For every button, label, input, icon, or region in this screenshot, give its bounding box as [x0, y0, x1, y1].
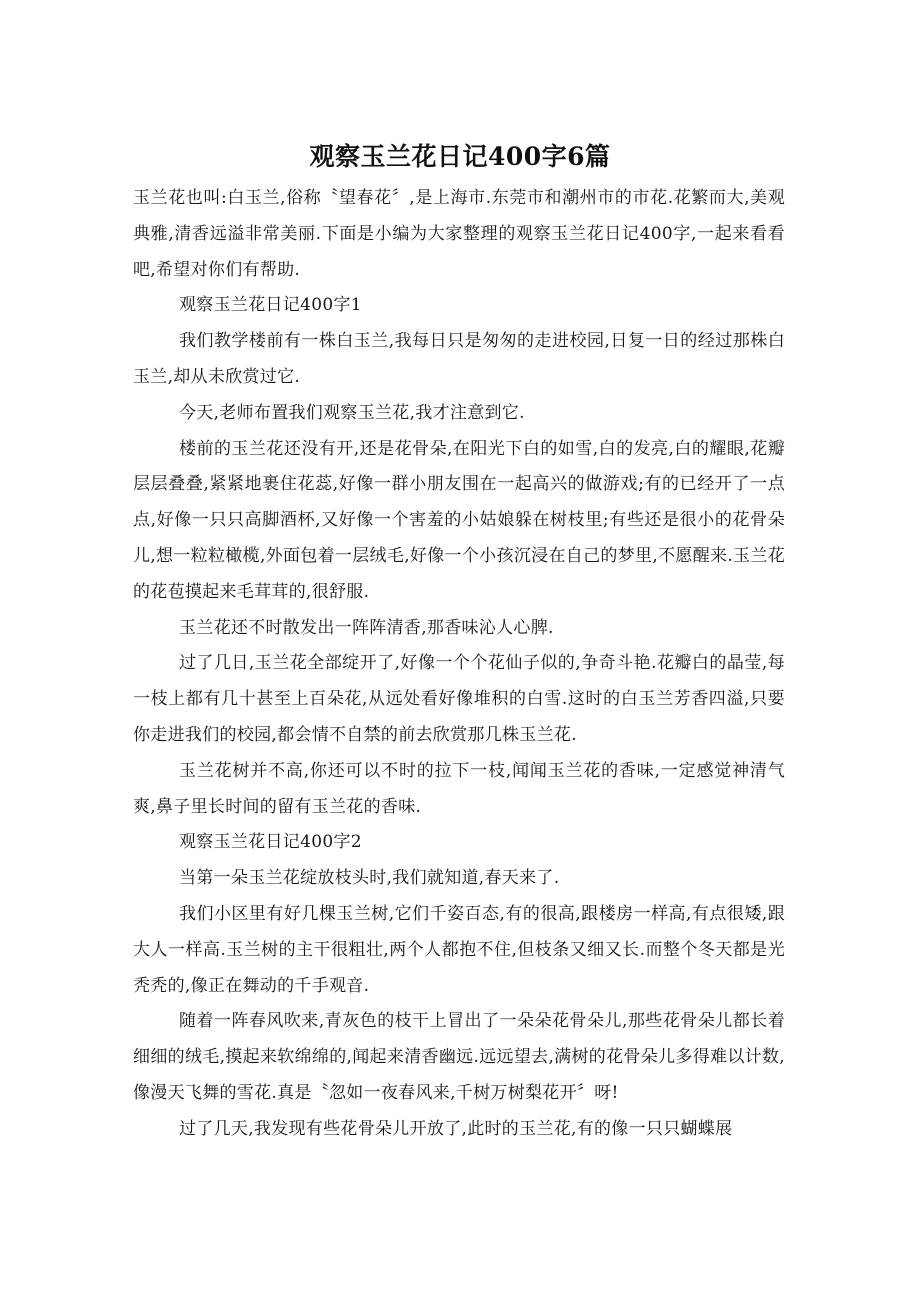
- paragraph: 楼前的玉兰花还没有开,还是花骨朵,在阳光下白的如雪,白的发亮,白的耀眼,花瓣层层叠叠,紧紧地裹住花蕊,好像一群小朋友围在一起高兴的做游戏;有的已经开了一点点,好像一只只高脚酒杯,又好像一个害羞的小姑娘躲在树枝里;有些还是很小的花骨朵儿,想一粒粒橄榄,外面包着一层绒毛,好像一个小孩沉浸在自己的梦里,不愿醒来.玉兰花的花苞摸起来毛茸茸的,很舒服.: [133, 438, 785, 602]
- paragraph: 随着一阵春风吹来,青灰色的枝干上冒出了一朵朵花骨朵儿,那些花骨朵儿都长着细细的绒毛,摸起来软绵绵的,闻起来清香幽远.远远望去,满树的花骨朵儿多得难以计数,像漫天飞舞的雪花.真是〝忽如一夜春风来,千树万树梨花开〞呀!: [133, 1011, 785, 1103]
- document-title: 观察玉兰花日记400字6篇: [309, 142, 611, 171]
- paragraph: 玉兰花树并不高,你还可以不时的拉下一枝,闻闻玉兰花的香味,一定感觉神清气爽,鼻子里长时间的留有玉兰花的香味.: [133, 760, 785, 817]
- paragraph: 过了几日,玉兰花全部绽开了,好像一个个花仙子似的,争奇斗艳.花瓣白的晶莹,每一枝上都有几十甚至上百朵花,从远处看好像堆积的白雪.这时的白玉兰芳香四溢,只要你走进我们的校园,都会情不自禁的前去欣赏那几株玉兰花.: [133, 653, 785, 745]
- paragraph: 今天,老师布置我们观察玉兰花,我才注意到它.: [179, 402, 525, 423]
- paragraph: 过了几天,我发现有些花骨朵儿开放了,此时的玉兰花,有的像一只只蝴蝶展: [179, 1118, 733, 1139]
- paragraph: 当第一朵玉兰花绽放枝头时,我们就知道,春天来了.: [179, 868, 560, 889]
- paragraph: 我们教学楼前有一株白玉兰,我每日只是匆匆的走进校园,日复一日的经过那株白玉兰,却从未欣赏过它.: [133, 331, 785, 387]
- document-body: [133, 181, 785, 1148]
- paragraph: 我们小区里有好几棵玉兰树,它们千姿百态,有的很高,跟楼房一样高,有点很矮,跟大人一样高.玉兰树的主干很粗壮,两个人都抱不住,但枝条又细又长.而整个冬天都是光秃秃的,像正在舞动的千手观音.: [133, 903, 785, 996]
- intro-paragraph: 玉兰花也叫:白玉兰,俗称〝望春花〞,是上海市.东莞市和潮州市的市花.花繁而大,美观典雅,清香远溢非常美丽.下面是小编为大家整理的观察玉兰花日记400字,一起来看看吧,希望对你们有帮助.: [133, 188, 785, 280]
- section-heading-2: 观察玉兰花日记400字2: [179, 832, 362, 853]
- section-heading-1: 观察玉兰花日记400字1: [179, 295, 362, 316]
- paragraph: 玉兰花还不时散发出一阵阵清香,那香味沁人心脾.: [179, 617, 554, 638]
